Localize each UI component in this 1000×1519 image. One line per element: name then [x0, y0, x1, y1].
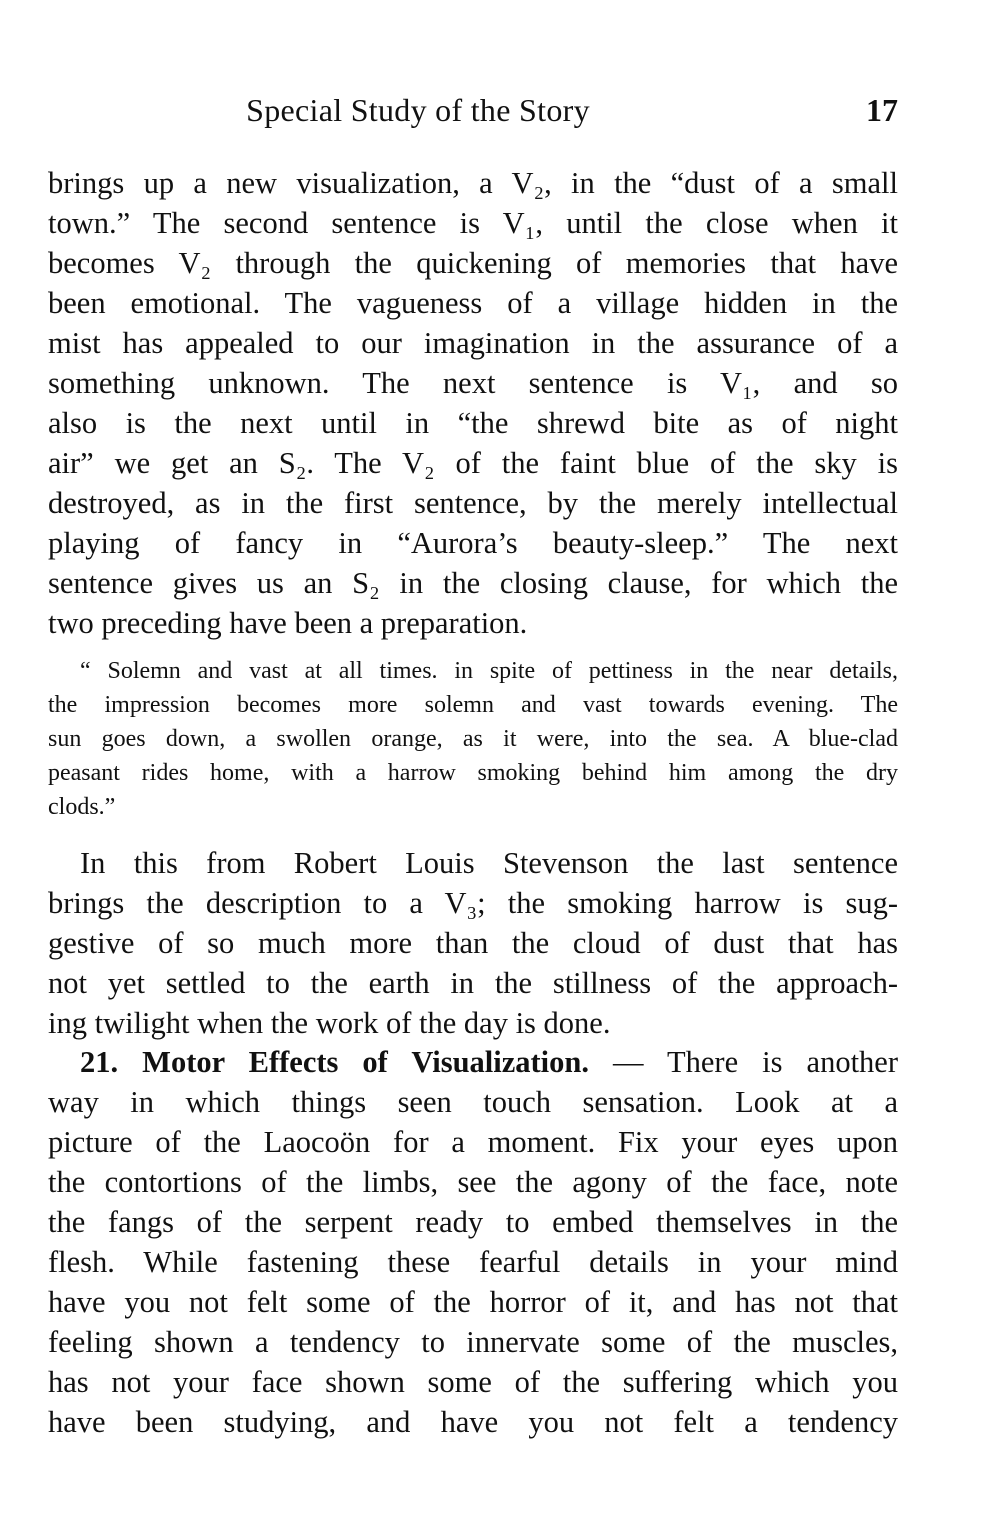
- running-head: [48, 86, 898, 136]
- page-title: Special Study of the Story: [246, 92, 590, 128]
- text-line: town.” The second sentence is V₁, until the close when it: [48, 206, 898, 240]
- text-line: flesh. While fastening these fearful details in your mind: [48, 1245, 898, 1279]
- text-line: ing twilight when the work of the day is done.: [48, 1006, 611, 1040]
- text-line: the fangs of the serpent ready to embed themselves in the: [48, 1205, 898, 1239]
- text-line: something unknown. The next sentence is V₁, and so: [48, 366, 898, 400]
- text-line: have you not felt some of the horror of it, and has not that: [48, 1285, 898, 1319]
- text-line: two preceding have been a preparation.: [48, 606, 528, 640]
- text-line: way in which things seen touch sensation. Look at a: [48, 1085, 898, 1119]
- text-line: brings up a new visualization, a V₂, in the “dust of a small: [48, 166, 898, 200]
- text-line: not yet settled to the earth in the stillness of the approach-: [48, 966, 898, 1000]
- text-line: picture of the Laocoön for a moment. Fix your eyes upon: [48, 1125, 898, 1159]
- text-line: have been studying, and have you not felt a tendency: [48, 1405, 898, 1439]
- text-line: In this from Robert Louis Stevenson the last sentence: [80, 846, 898, 880]
- section-number: 21.: [80, 1045, 119, 1079]
- section-first-line-text: — There is another: [588, 1045, 898, 1079]
- text-line: air” we get an S₂. The V₂ of the faint blue of the sky is: [48, 446, 898, 480]
- text-line: mist has appealed to our imagination in the assurance of a: [48, 326, 898, 360]
- text-line: playing of fancy in “Aurora’s beauty-sleep.” The next: [48, 526, 898, 560]
- quote-line: “ Solemn and vast at all times. in spite of pettiness in the near details,: [80, 658, 898, 684]
- text-line: sentence gives us an S₂ in the closing clause, for which the: [48, 566, 898, 600]
- quote-line: peasant rides home, with a harrow smoking behind him among the dry: [48, 760, 898, 786]
- text-line: been emotional. The vagueness of a village hidden in the: [48, 286, 898, 320]
- text-line: becomes V₂ through the quickening of memories that have: [48, 246, 898, 280]
- text-line: feeling shown a tendency to innervate some of the muscles,: [48, 1325, 898, 1359]
- section-title: Motor Effects of Visualization.: [142, 1045, 589, 1079]
- quote-line: sun goes down, a swollen orange, as it were, into the sea. A blue-clad: [48, 726, 898, 752]
- quote-line: the impression becomes more solemn and vast towards evening. The: [48, 692, 898, 718]
- text-line: gestive of so much more than the cloud of dust that has: [48, 926, 898, 960]
- text-line: also is the next until in “the shrewd bite as of night: [48, 406, 898, 440]
- text-line: has not your face shown some of the suffering which you: [48, 1365, 898, 1399]
- text-line: destroyed, as in the first sentence, by the merely intellectual: [48, 486, 898, 520]
- quote-line: clods.”: [48, 794, 116, 820]
- page-number: 17: [866, 92, 898, 128]
- section-heading-line: [48, 1045, 898, 1085]
- text-line: brings the description to a V₃; the smoking harrow is sug-: [48, 886, 898, 920]
- text-line: the contortions of the limbs, see the agony of the face, note: [48, 1165, 898, 1199]
